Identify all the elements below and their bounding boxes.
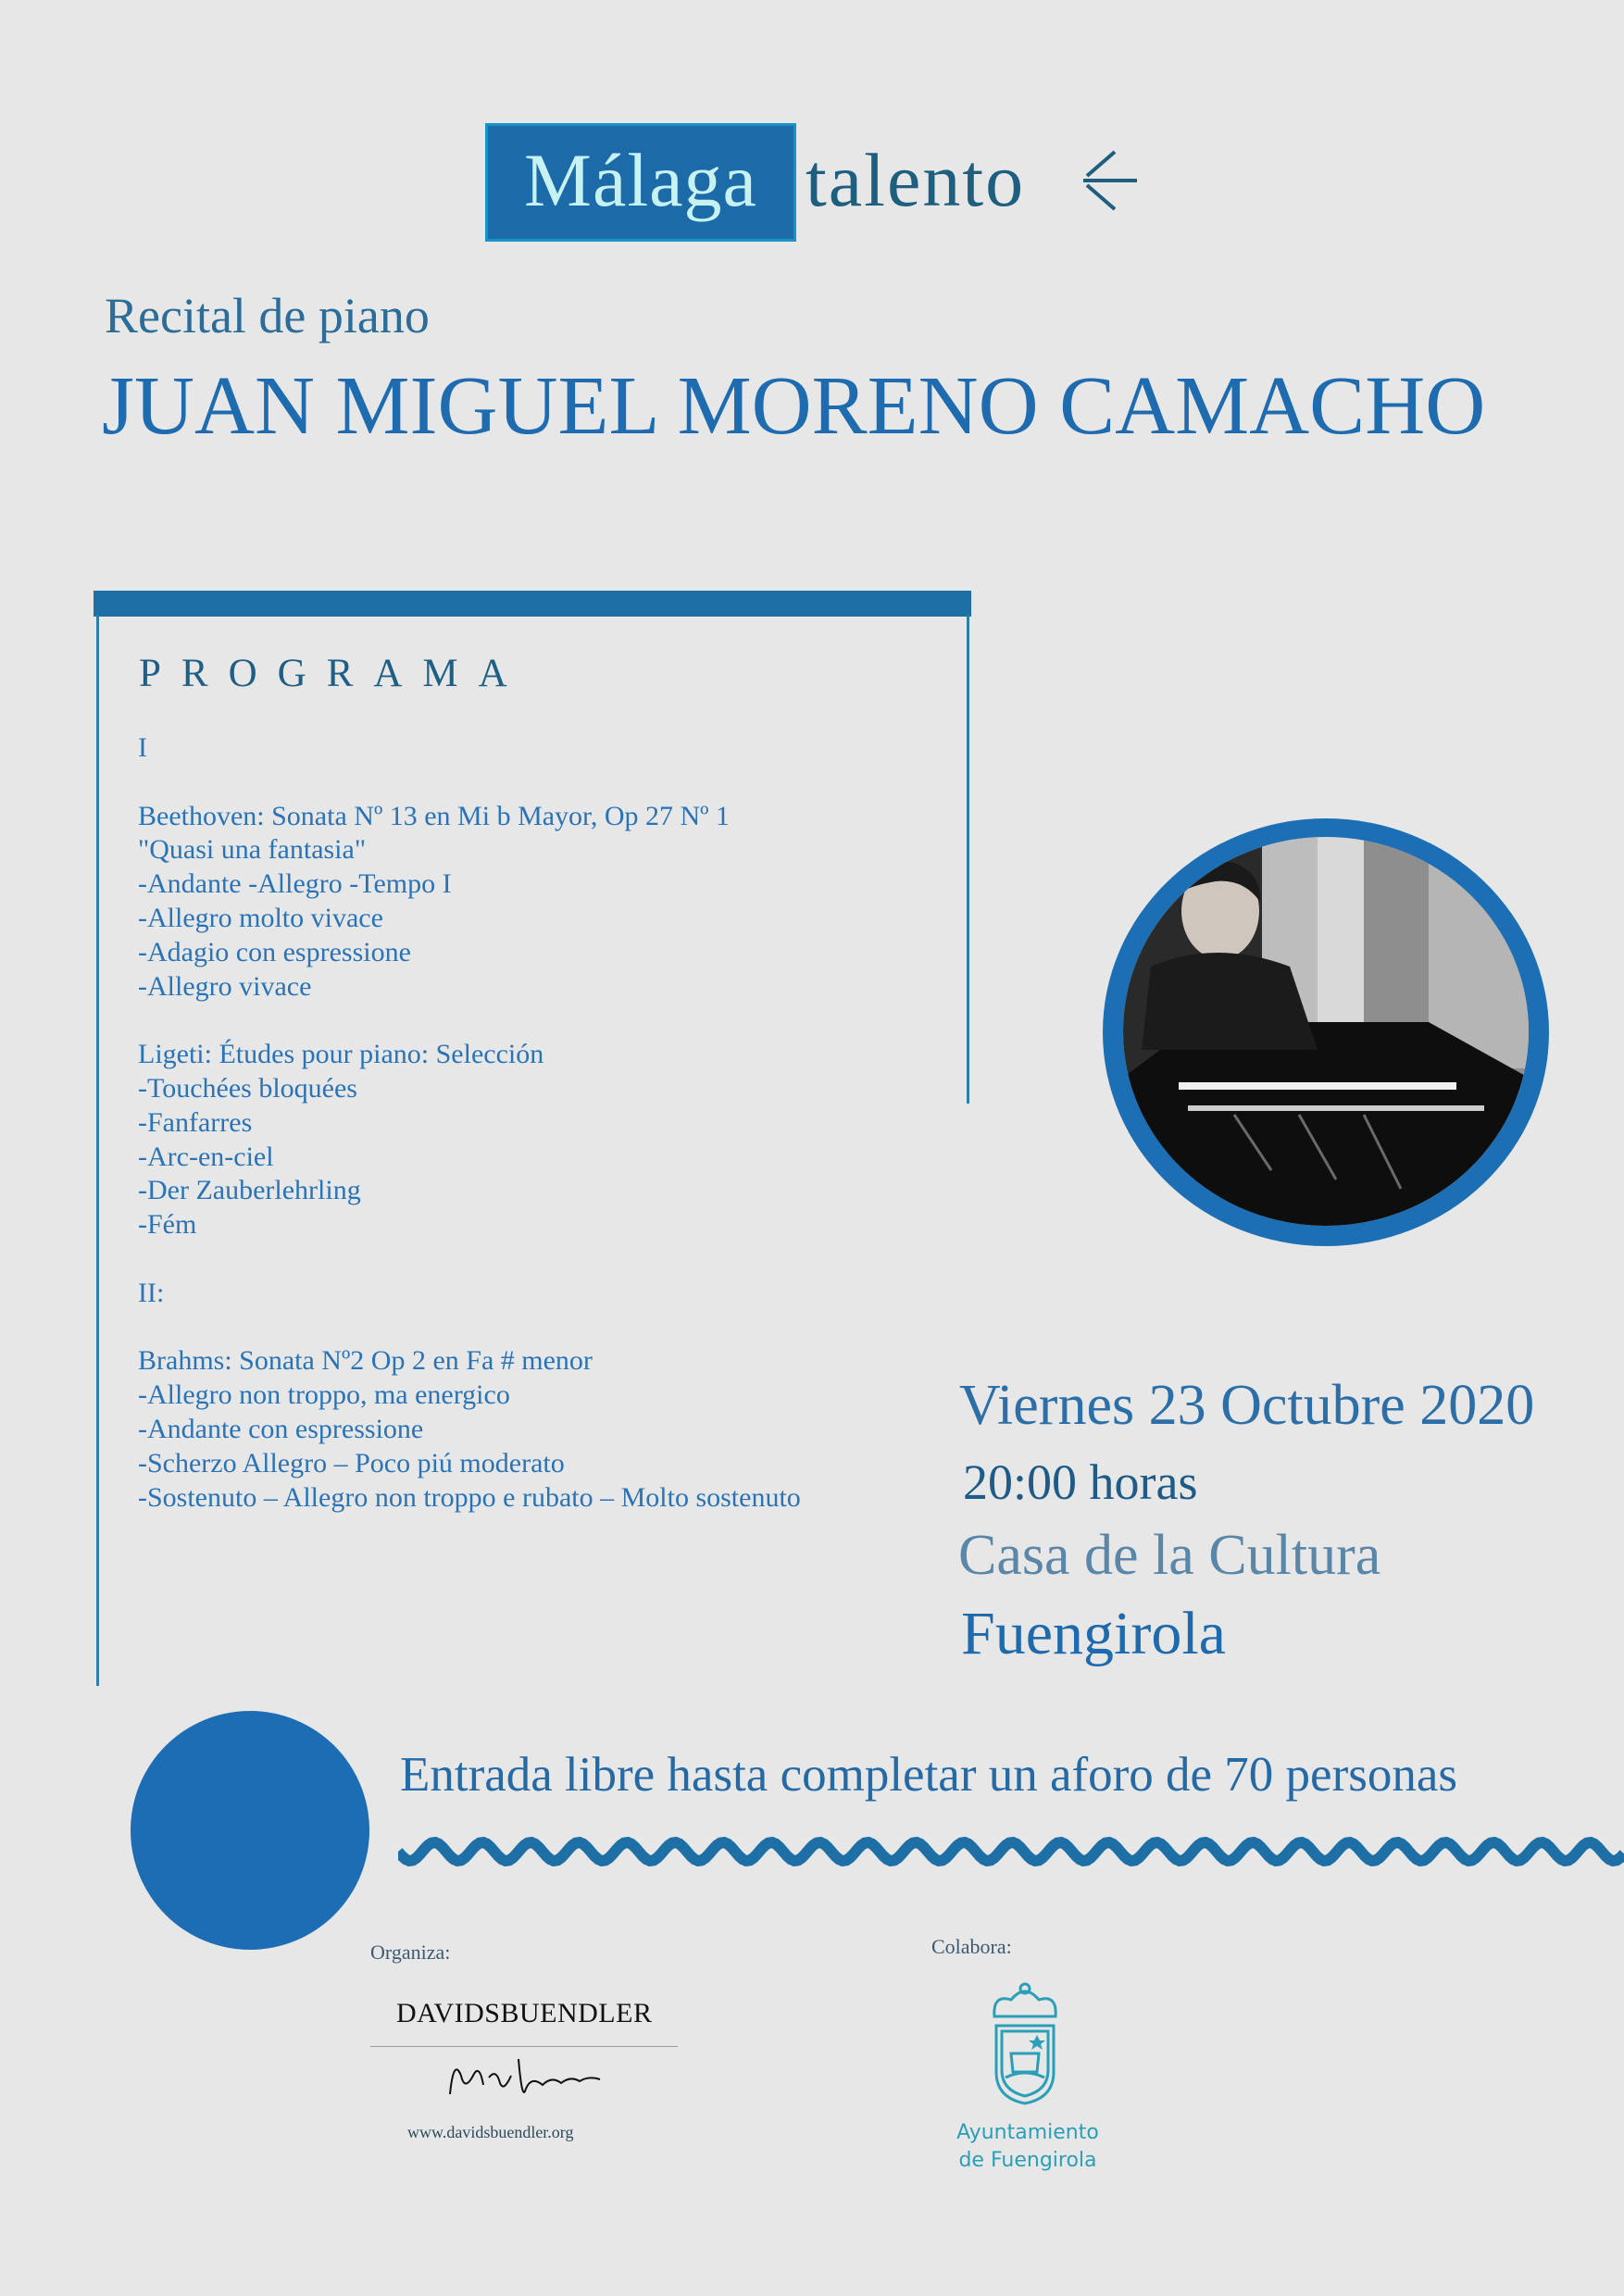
program-line: -Allegro vivace <box>138 970 312 1002</box>
wave-line <box>398 1842 1624 1861</box>
program-line: -Scherzo Allegro – Poco piú moderato <box>138 1447 565 1479</box>
program-line: Brahms: Sonata Nº2 Op 2 en Fa # menor <box>138 1345 593 1377</box>
event-city: Fuengirola <box>961 1600 1226 1667</box>
program-spacer <box>138 1004 971 1038</box>
collaborator-name-line1: Ayuntamiento <box>956 2121 1099 2144</box>
program-frame-top-bar <box>94 591 971 617</box>
collaborator-name-line2: de Fuengirola <box>958 2149 1097 2172</box>
program-line: -Arc-en-ciel <box>138 1141 274 1172</box>
colabora-label: Colabora: <box>931 1935 1012 1958</box>
logo-word-malaga: Málaga <box>524 138 757 222</box>
organiza-label: Organiza: <box>370 1940 451 1964</box>
program-spacer <box>138 1242 971 1277</box>
entry-note: Entrada libre hasta completar un aforo de 70 personas <box>400 1748 1458 1802</box>
event-time: 20:00 horas <box>963 1454 1198 1510</box>
organizer-divider <box>370 2046 678 2047</box>
organizer-url: www.davidsbuendler.org <box>407 2123 574 2141</box>
program-line: II: <box>138 1277 165 1308</box>
program-list <box>138 731 971 1515</box>
program-line: Beethoven: Sonata Nº 13 en Mi b Mayor, Op 27 Nº 1 <box>138 800 730 831</box>
program-line: -Der Zauberlehrling <box>138 1175 361 1206</box>
logo-rays-icon <box>1081 148 1146 215</box>
program-line: I <box>138 732 147 763</box>
wave-divider <box>398 1824 1624 1879</box>
pianist-photo <box>1123 837 1529 1226</box>
program-line: Ligeti: Études pour piano: Selección <box>138 1039 544 1070</box>
organizer-name: DAVIDSBUENDLER <box>396 1998 653 2028</box>
program-line: "Quasi una fantasia" <box>138 834 367 866</box>
program-spacer <box>138 1311 971 1345</box>
decorative-blue-circle <box>131 1711 369 1950</box>
fuengirola-crest-icon <box>983 1979 1067 2107</box>
program-line: -Allegro molto vivace <box>138 902 383 933</box>
program-frame-left-line <box>96 615 99 1686</box>
program-spacer <box>138 766 971 800</box>
program-line: -Allegro non troppo, ma energico <box>138 1379 510 1411</box>
performer-name: JUAN MIGUEL MORENO CAMACHO <box>102 360 1486 452</box>
program-line: -Fanfarres <box>138 1106 253 1138</box>
program-line: -Fém <box>138 1209 197 1241</box>
program-line: -Andante -Allegro -Tempo I <box>138 868 452 900</box>
event-date: Viernes 23 Octubre 2020 <box>959 1374 1535 1437</box>
program-heading: PROGRAMA <box>139 652 528 695</box>
program-line: -Adagio con espressione <box>138 936 411 967</box>
logo-word-talento: talento <box>806 138 1026 222</box>
signature-image <box>443 2048 609 2113</box>
pianist-photo-image <box>1123 837 1529 1226</box>
program-line: -Sostenuto – Allegro non troppo e rubato – Molto sostenuto <box>138 1481 801 1513</box>
program-line: -Andante con espressione <box>138 1413 424 1444</box>
recital-subtitle: Recital de piano <box>105 288 430 343</box>
program-line: -Touchées bloquées <box>138 1072 357 1104</box>
event-venue: Casa de la Cultura <box>958 1524 1381 1587</box>
